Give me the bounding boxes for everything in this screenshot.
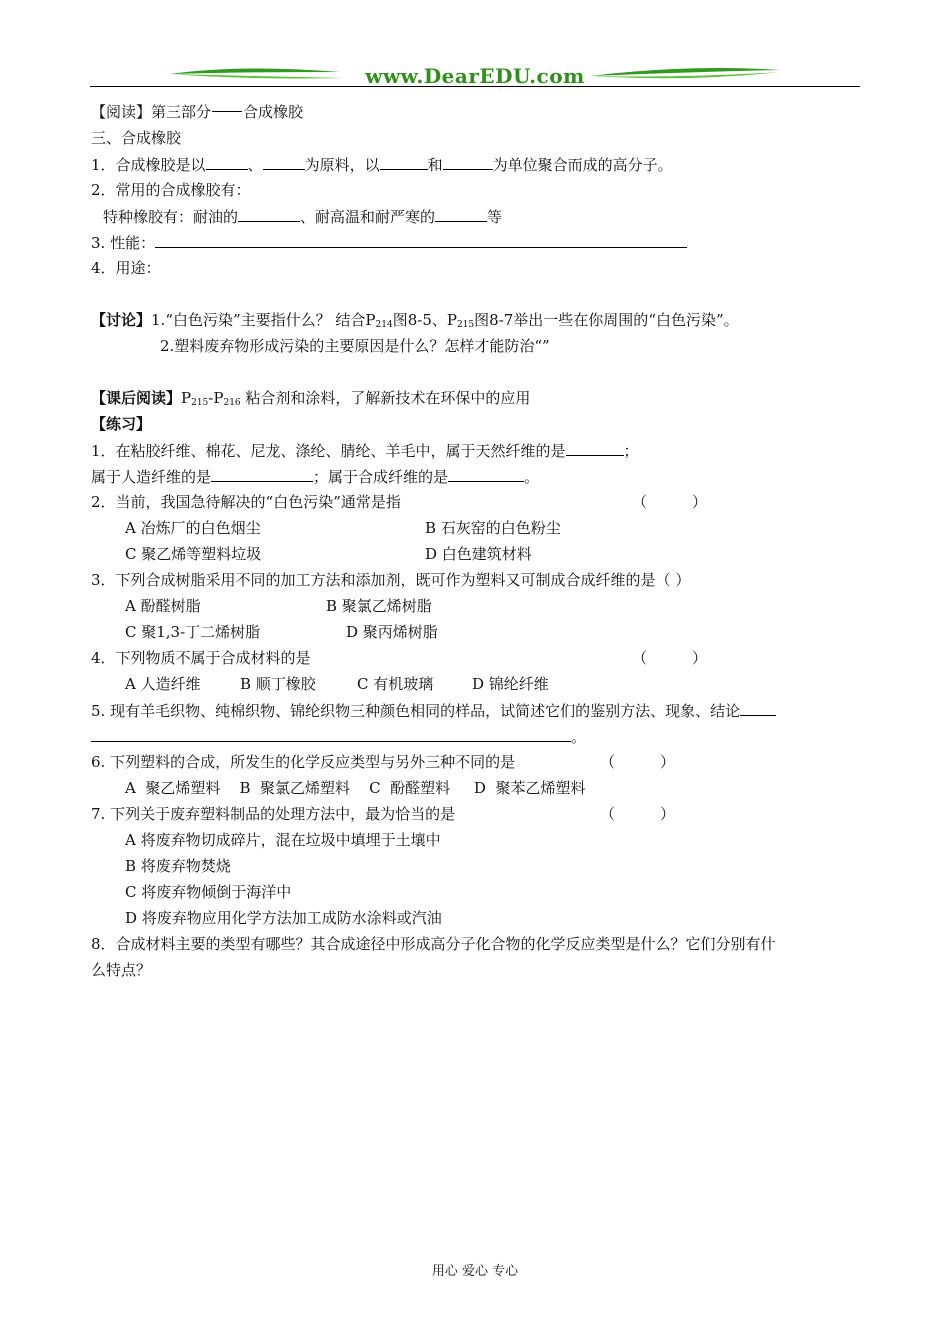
discussion-tag: 【讨论】 [91,311,152,329]
practice-q8: 8．合成材料主要的类型有哪些？其合成途径中形成高分子化合物的化学反应类型是什么？它们分别有什 [91,935,776,953]
practice-q2: 2．当前，我国急待解决的“白色污染”通常是指 [91,493,401,511]
option-A: A 将废弃物切成碎片，混在垃圾中填埋于土壤中 [125,831,441,849]
after-reading-tag: 【课后阅读】 [91,389,182,407]
discussion-1: 【讨论】1.“白色污染”主要指什么？ 结合$P_{214}$图8-5、$P_{215}$图8-7举出一些在你周围的“白色污染”。 [91,311,739,330]
blank[interactable] [740,700,776,716]
page-footer: 用心 爱心 专心 [431,1264,519,1279]
practice-q6: 6. 下列塑料的合成，所发生的化学反应类型与另外三种不同的是 [91,753,516,771]
after-reading: 【课后阅读】$P_{215}-P_{216}$ 粘合剂和涂料，了解新技术在环保中的应用 [91,389,531,408]
option-C: C 聚1,3-丁二烯树脂 [125,623,261,641]
practice-q5: 5. 现有羊毛织物、纯棉织物、锦纶织物三种颜色相同的样品，试简述它们的鉴别方法、现象、结论 [91,700,776,721]
option-B: B 聚氯乙烯树脂 [326,597,432,615]
option-C: C 聚乙烯等塑料垃圾 [125,545,262,563]
practice-q4: 4．下列物质不属于合成材料的是 [91,649,311,667]
reading-special-rubber: 特种橡胶有：耐油的 、耐高温和耐严寒的 等 [103,208,503,226]
blank[interactable] [435,206,487,222]
practice-q5-cont: 。 [91,726,586,747]
discussion-2: 2.塑料废弃物形成污染的主要原因是什么？怎样才能防治“” [160,337,550,355]
option-A: A 冶炼厂的白色烟尘 [125,519,261,537]
blank[interactable] [155,232,687,248]
dash [212,111,242,112]
blank[interactable] [238,206,300,222]
reading-q1: 1．合成橡胶是以 、 为原料，以 和 为单位聚合而成的高分子。 [91,156,673,174]
practice-tag: 【练习】 [91,415,152,433]
section-heading: 三、合成橡胶 [91,129,182,147]
option-D: D 聚丙烯树脂 [346,623,438,641]
option-D: D 锦纶纤维 [472,675,549,693]
reading-tag: 【阅读】 [91,103,152,121]
practice-q1-line2: 属于人造纤维的是 ；属于合成纤维的是 。 [91,468,540,486]
option-A: A 人造纤维 [125,675,201,693]
option-D: D 将废弃物应用化学方法加工成防水涂料或汽油 [125,909,442,927]
option-D: D 白色建筑材料 [425,545,532,563]
option-C: C 有机玻璃 [357,675,434,693]
reading-q4: 4．用途： [91,259,161,277]
reading-q2: 2．常用的合成橡胶有： [91,181,251,199]
practice-q8-cont: 么特点？ [91,961,152,979]
answer-paren[interactable]: （ ） [632,493,708,511]
reading-q3: 3. 性能： [91,232,687,253]
option-A: A 酚醛树脂 [125,597,201,615]
blank[interactable] [566,440,624,456]
blank[interactable] [448,466,524,482]
blank[interactable] [443,154,493,170]
header-rule [90,86,860,87]
blank[interactable] [263,154,305,170]
q6-options: A 聚乙烯塑料 B 聚氯乙烯塑料 C 酚醛塑料 D 聚苯乙烯塑料 [125,779,586,797]
blank[interactable] [206,154,248,170]
practice-q7: 7. 下列关于废弃塑料制品的处理方法中，最为恰当的是 [91,805,456,823]
answer-paren[interactable]: （ ） [600,753,676,771]
option-B: B 将废弃物焚烧 [125,857,231,875]
logo-text: www.DearEDU.com [365,64,585,88]
blank[interactable] [91,726,571,742]
blank[interactable] [380,154,428,170]
answer-paren[interactable]: （ ） [600,805,676,823]
reading-title: 【阅读】第三部分 合成橡胶 [91,103,304,121]
blank[interactable] [211,466,313,482]
practice-q3: 3．下列合成树脂采用不同的加工方法和添加剂，既可作为塑料又可制成合成纤维的是（ ） [91,571,691,589]
option-B: B 石灰窑的白色粉尘 [425,519,561,537]
practice-q1-line1: 1．在粘胶纤维、棉花、尼龙、涤纶、腈纶、羊毛中，属于天然纤维的是 ； [91,442,639,460]
option-B: B 顺丁橡胶 [240,675,316,693]
option-C: C 将废弃物倾倒于海洋中 [125,883,292,901]
answer-paren[interactable]: （ ） [632,649,708,667]
